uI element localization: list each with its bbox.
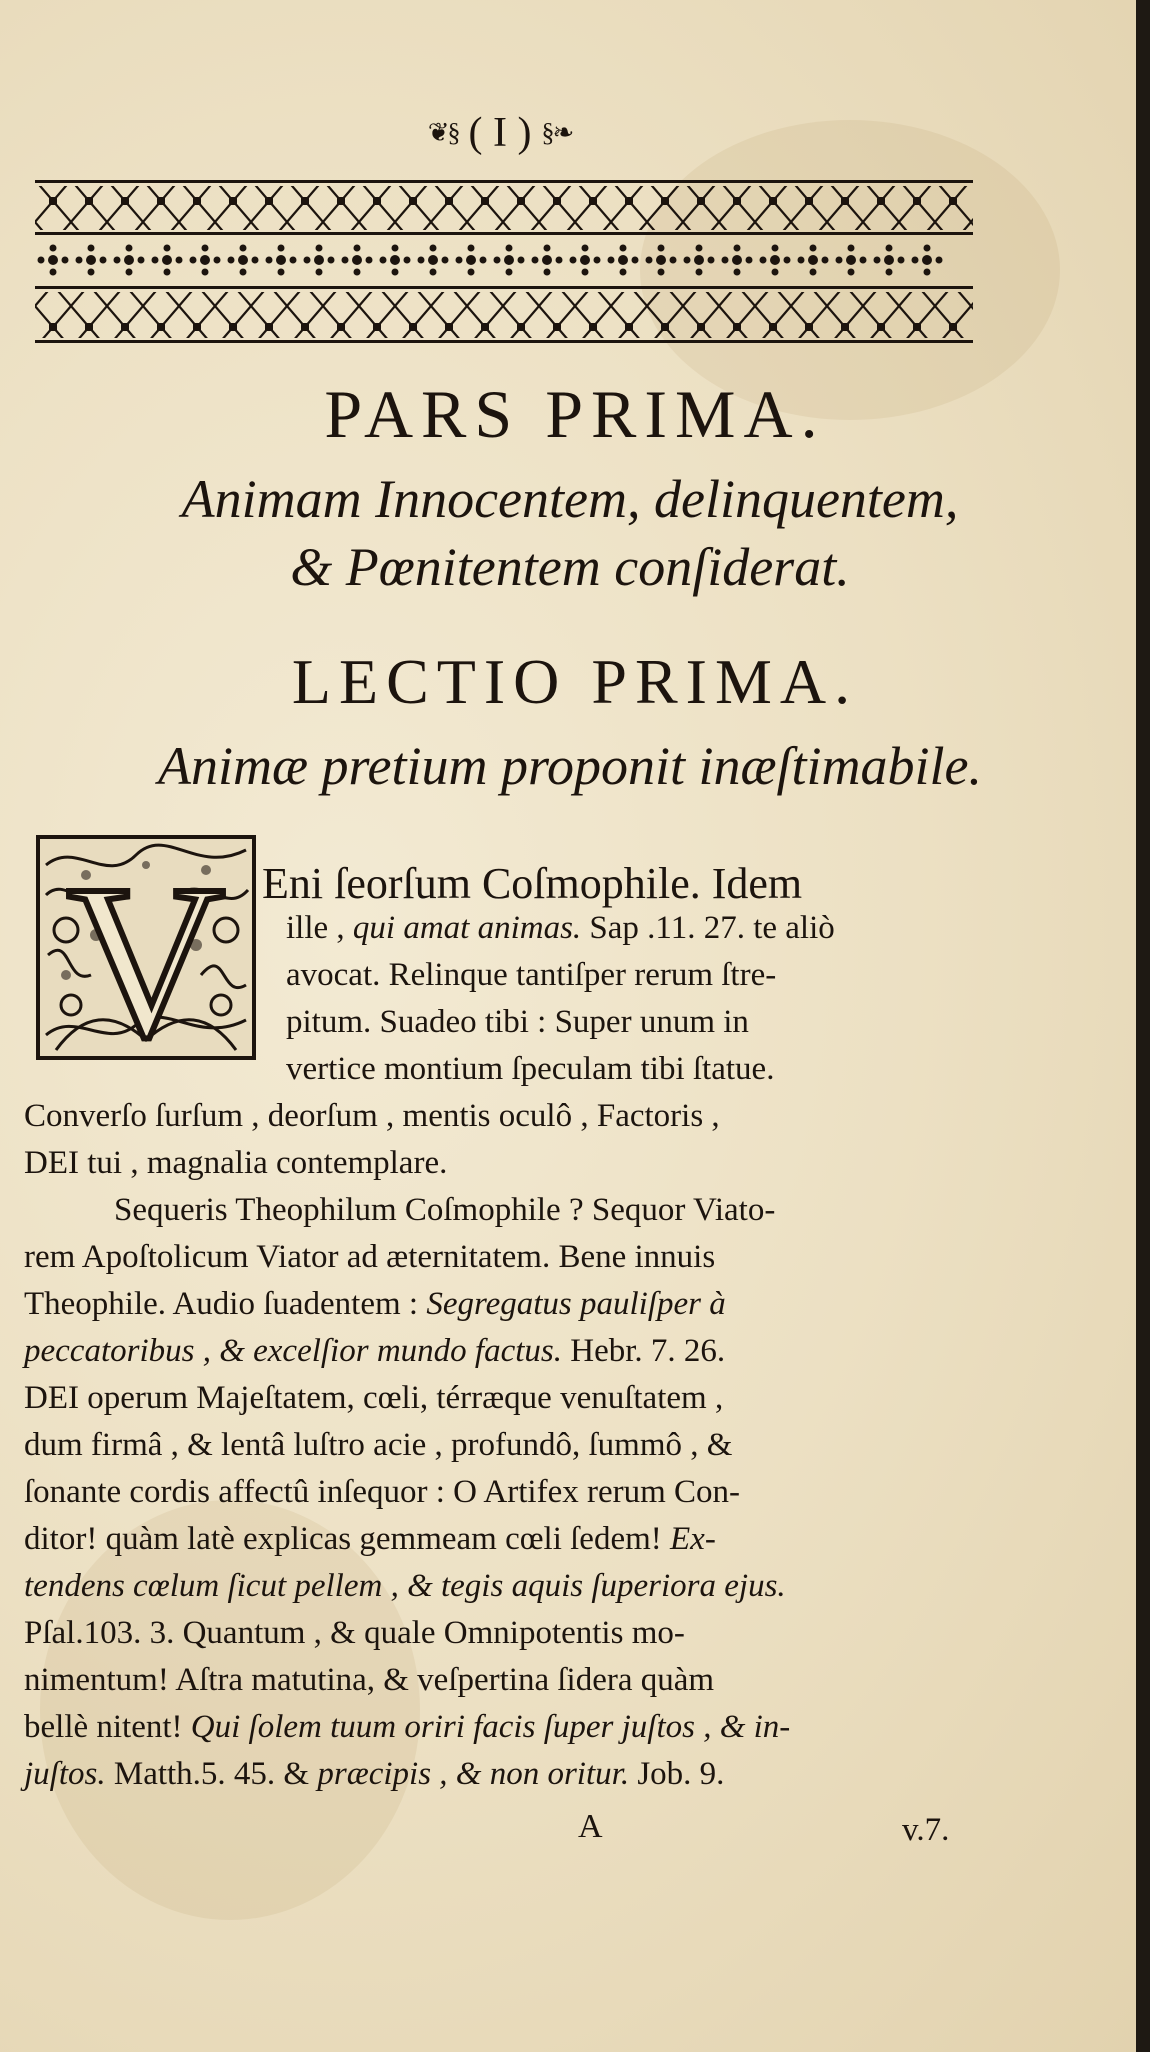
text-line: Eni ſeorſum Coſmophile. Idem <box>262 859 803 908</box>
text-line: Sequeris Theophilum Coſmophile ? Sequor Viato- <box>114 1192 776 1228</box>
ornamental-headpiece <box>35 180 973 345</box>
decorated-initial <box>36 835 256 1060</box>
text-line: juſtos. Matth.5. 45. & præcipis , & non oritur. Job. 9. <box>24 1756 725 1792</box>
lesson-subtitle: Animæ pretium proponit inæſtimabile. <box>157 736 982 796</box>
flourish-right-icon: §❧ <box>541 118 573 147</box>
text-line: Converſo ſurſum , deorſum , mentis oculô , Factoris , <box>24 1098 720 1134</box>
text-line: ditor! quàm latè explicas gemmeam cœli ſedem! Ex- <box>24 1521 716 1557</box>
text-line: avocat. Relinque tantiſper rerum ſtre- <box>286 957 777 993</box>
text-line: pitum. Suadeo tibi : Super unum in <box>286 1004 749 1040</box>
part-subtitle-line-2: & Pœnitentem conſiderat. <box>290 537 850 597</box>
text-line: DEI tui , magnalia contemplare. <box>24 1145 448 1181</box>
text-line: ſonante cordis affectû inſequor : O Artifex rerum Con- <box>24 1474 741 1510</box>
text-line: tendens cœlum ſicut pellem , & tegis aquis ſuperiora ejus. <box>24 1568 786 1604</box>
page-edge <box>1136 0 1150 2052</box>
text-line: DEI operum Majeſtatem, cœli, térræque venuſtatem , <box>24 1380 724 1416</box>
text-line: ille , qui amat animas. Sap .11. 27. te aliò <box>286 910 835 946</box>
lesson-title: LECTIO PRIMA. <box>291 646 859 717</box>
signature-mark: A <box>578 1808 603 1845</box>
part-subtitle <box>40 465 1100 601</box>
part-title: PARS PRIMA. <box>324 376 826 452</box>
catchword: v.7. <box>902 1812 950 1848</box>
text-line: dum firmâ , & lentâ luſtro acie , profundô, ſummô , & <box>24 1427 733 1463</box>
part-subtitle-line-1: Animam Innocentem, delinquentem, <box>181 469 959 529</box>
drop-cap-letter: V <box>66 839 226 1060</box>
text-line: nimentum! Aſtra matutina, & veſpertina ſidera quàm <box>24 1662 715 1698</box>
page-number: ( I ) <box>468 110 532 156</box>
running-head <box>300 108 700 158</box>
text-line: Theophile. Audio ſuadentem : Segregatus pauliſper à <box>24 1286 726 1322</box>
text-line: bellè nitent! Qui ſolem tuum oriri facis ſuper juſtos , & in- <box>24 1709 791 1745</box>
flourish-left-icon: ❦§ <box>427 118 459 147</box>
text-line: rem Apoſtolicum Viator ad æternitatem. Bene innuis <box>24 1239 716 1275</box>
text-line: vertice montium ſpeculam tibi ſtatue. <box>286 1051 775 1087</box>
text-line: Pſal.103. 3. Quantum , & quale Omnipotentis mo- <box>24 1615 685 1651</box>
text-line: peccatoribus , & excelſior mundo factus. Hebr. 7. 26. <box>24 1333 726 1369</box>
